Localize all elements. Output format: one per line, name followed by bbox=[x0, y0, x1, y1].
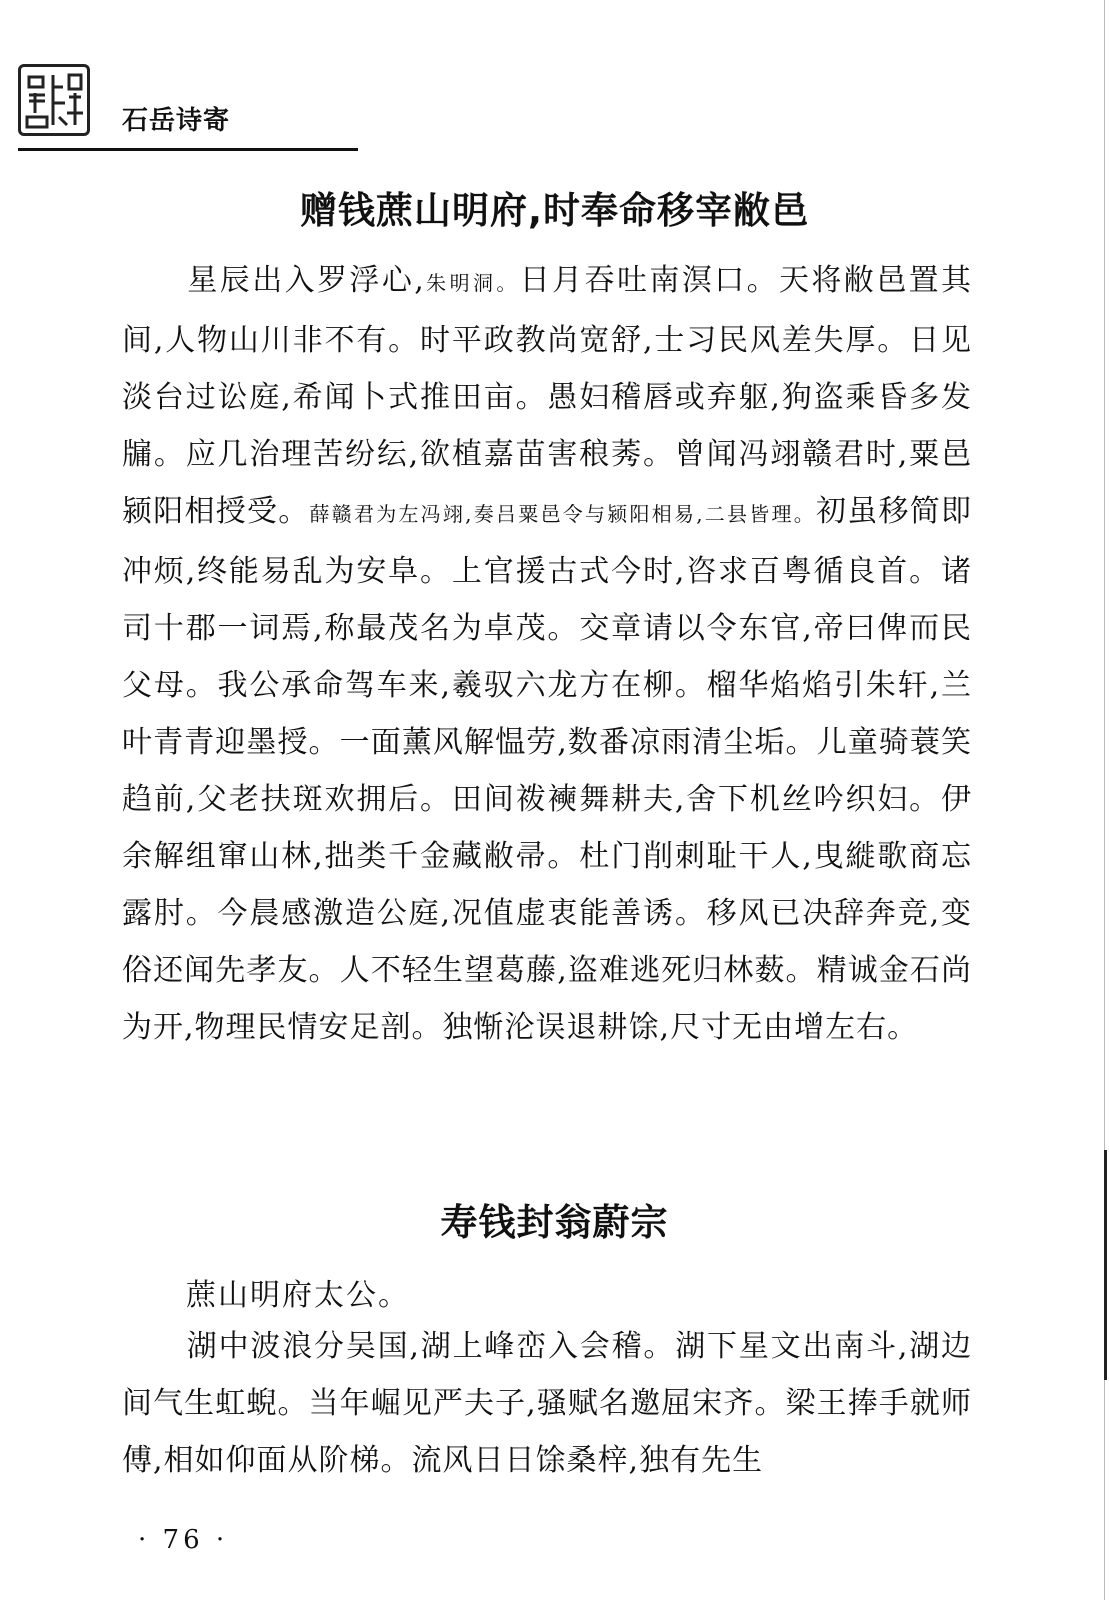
seal-stamp-icon bbox=[18, 64, 90, 136]
poem-text-segment: 星辰出入罗浮心, bbox=[186, 263, 425, 298]
annotation-note: 朱明洞。 bbox=[424, 271, 520, 295]
poem-body bbox=[122, 252, 972, 1132]
poem-title: 寿钱封翁蔚宗 bbox=[440, 1201, 669, 1244]
page-number: · 76 · bbox=[138, 1525, 229, 1555]
poem-text-segment: 初虽移简即冲烦,终能易乱为安阜。上官援古式今时,咨求百粤循良首。诸司十郡一词焉,称最茂名为卓茂。交章请以令东官,帝曰俾而民父母。我公承命驾车来,羲驭六龙方在柳。榴华焰焰引朱轩,兰叶青青迎墨授。一面薰风解愠劳,数番凉雨清尘垢。儿童骑蓑笑趋前,父老扶斑欢拥后。田间袯襫舞耕夫,舍下机丝吟织妇。伊余解组窜山林,拙类千金藏敝帚。杜门削刺耻干人,曳縰歌商忘露肘。今晨感激造公庭,况值虚衷能善诱。移风已决辞奔竞,变俗还闻先孝友。人不轻生望葛藤,盗难逃死归林薮。精诚金石尚为开,物理民情安足剖。独惭沦误退耕馀,尺寸无由增左右。 bbox=[122, 494, 973, 1045]
running-header-title: 石岳诗寄 bbox=[122, 106, 231, 136]
running-header bbox=[18, 64, 358, 154]
poem-subnote: 蔗山明府太公。 bbox=[186, 1278, 410, 1313]
page-edge-mark bbox=[1104, 1150, 1107, 1380]
poem-title: 赠钱蔗山明府,时奉命移宰敝邑 bbox=[299, 189, 810, 232]
poem-text-segment: 日月吞吐南溟口。天将敝邑置其间,人物山川非不有。时平政教尚宽舒,士习民风差失厚。日见淡台过讼庭,希闻卜式推田亩。愚妇稽唇或弃躯,狗盗乘昏多发牖。应几治理苦纷纭,欲植嘉苗害稂莠。曾闻冯翊赣君时,粟邑颍阳相授受。 bbox=[122, 263, 973, 529]
poem-body bbox=[122, 1318, 972, 1518]
poem-text-segment: 湖中波浪分吴国,湖上峰峦入会稽。湖下星文出南斗,湖边间气生虹蜺。当年崛见严夫子,骚赋名邀屈宋齐。梁王捧手就师傅,相如仰面从阶梯。流风日日馀桑梓,独有先生 bbox=[122, 1329, 972, 1478]
header-rule bbox=[18, 148, 358, 151]
annotation-note: 薛赣君为左冯翊,奏吕粟邑令与颍阳相易,二县皆理。 bbox=[309, 502, 817, 526]
